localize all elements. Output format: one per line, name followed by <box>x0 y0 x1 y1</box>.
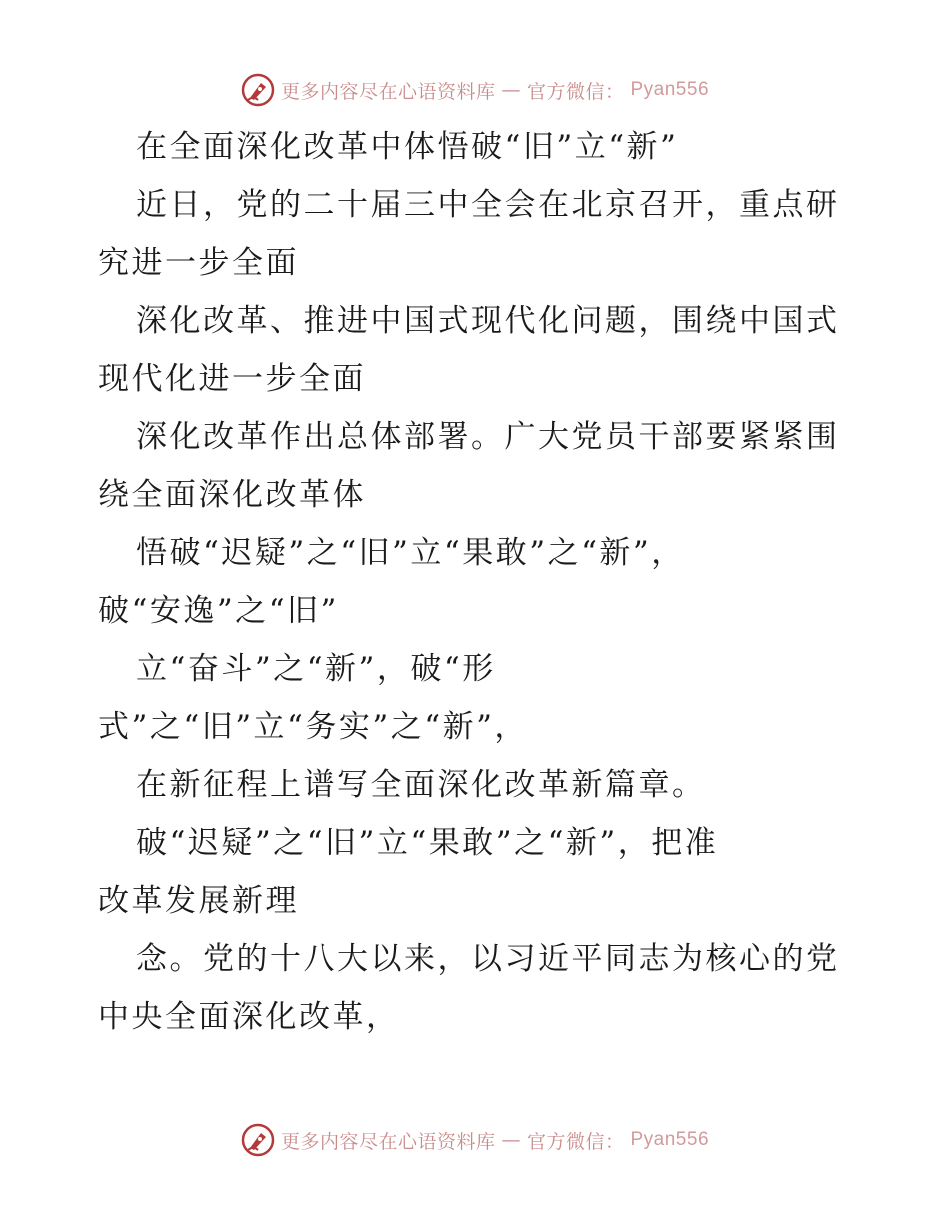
footer-watermark <box>0 1120 950 1160</box>
pen-nib-icon <box>241 73 275 107</box>
paragraph-line: 式”之“旧”立“务实”之“新”， <box>98 709 528 745</box>
watermark-wechat-id: Pyan556 <box>630 79 710 100</box>
header-watermark <box>0 70 950 110</box>
pen-nib-icon <box>241 1123 275 1157</box>
document-title: 在全面深化改革中体悟破“旧”立“新” <box>136 129 679 165</box>
watermark-separator: — <box>501 1129 521 1151</box>
paragraph-line: 改革发展新理 <box>98 883 299 919</box>
document-body <box>98 118 858 1046</box>
paragraph-line: 破“迟疑”之“旧”立“果敢”之“新”，把准 <box>136 825 719 861</box>
watermark-wechat-id: Pyan556 <box>630 1129 710 1150</box>
paragraph-line: 深化改革、推进中国式现代化问题，围绕中国式 <box>136 303 840 339</box>
paragraph-line: 悟破“迟疑”之“旧”立“果敢”之“新”， <box>136 535 685 571</box>
paragraph-line: 在新征程上谱写全面深化改革新篇章。 <box>136 767 706 803</box>
paragraph-line: 中央全面深化改革， <box>98 999 400 1035</box>
watermark-site: 更多内容尽在心语资料库 <box>280 80 496 103</box>
paragraph-line: 深化改革作出总体部署。广大党员干部要紧紧围 <box>136 419 840 455</box>
paragraph-line: 现代化进一步全面 <box>98 361 366 397</box>
paragraph-line: 究进一步全面 <box>98 245 299 281</box>
paragraph-line: 绕全面深化改革体 <box>98 477 366 513</box>
paragraph-line: 念。党的十八大以来，以习近平同志为核心的党 <box>136 941 840 977</box>
watermark-wechat-label: 官方微信： <box>526 1130 625 1153</box>
paragraph-line: 破“安逸”之“旧” <box>98 593 339 629</box>
paragraph-line: 近日，党的二十届三中全会在北京召开，重点研 <box>136 187 840 223</box>
watermark-wechat-label: 官方微信： <box>526 80 625 103</box>
watermark-site: 更多内容尽在心语资料库 <box>280 1130 496 1153</box>
watermark-separator: — <box>501 79 521 101</box>
paragraph-line: 立“奋斗”之“新”，破“形 <box>136 651 496 687</box>
